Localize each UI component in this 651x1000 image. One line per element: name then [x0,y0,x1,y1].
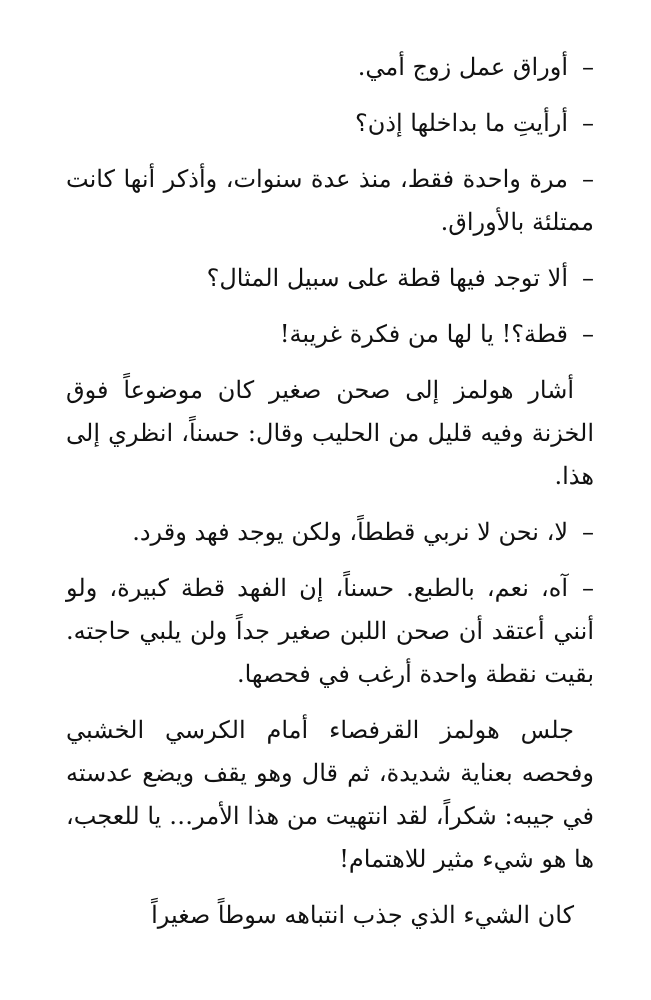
paragraph-text: كان الشيء الذي جذب انتباهه سوطاً صغيراً [151,901,574,929]
paragraph-text: أوراق عمل زوج أمي. [357,53,568,81]
paragraph-text: أشار هولمز إلى صحن صغير كان موضوعاً فوق الخزنة وفيه قليل من الحليب وقال: حسناً، انظري إلى هذا. [66,376,594,490]
paragraph-text: أرأيتِ ما بداخلها إذن؟ [354,109,568,137]
paragraph-text: جلس هولمز القرفصاء أمام الكرسي الخشبي وفحصه بعناية شديدة، ثم قال وهو يقف ويضع عدسته في جيبه: شكراً، لقد انتهيت من هذا الأمر… يا للعجب، ها هو شيء مثير للاهتمام! [66,716,594,873]
dialogue-paragraph [66,567,594,696]
dialogue-dash: – [582,320,594,348]
paragraph-text: قطة؟! يا لها من فكرة غريبة! [279,320,568,348]
narration-paragraph [66,894,594,937]
paragraph-text: لا، نحن لا نربي قططاً، ولكن يوجد فهد وقرد. [132,518,568,546]
dialogue-dash: – [582,518,594,546]
narration-paragraph [66,709,594,881]
dialogue-paragraph [66,46,594,89]
paragraph-text: ألا توجد فيها قطة على سبيل المثال؟ [206,264,568,292]
dialogue-dash: – [582,165,594,193]
paragraph-text: آه، نعم، بالطبع. حسناً، إن الفهد قطة كبيرة، ولو أنني أعتقد أن صحن اللبن صغير جداً ولن يلبي حاجته. بقيت نقطة واحدة أرغب في فحصها. [66,574,594,688]
narration-paragraph [66,369,594,498]
dialogue-dash: – [582,53,594,81]
dialogue-paragraph [66,102,594,145]
dialogue-paragraph [66,313,594,356]
paragraph-text: مرة واحدة فقط، منذ عدة سنوات، وأذكر أنها كانت ممتلئة بالأوراق. [66,165,594,236]
dialogue-dash: – [582,574,594,602]
dialogue-paragraph [66,511,594,554]
dialogue-paragraph [66,257,594,300]
dialogue-dash: – [582,264,594,292]
dialogue-paragraph [66,158,594,244]
dialogue-dash: – [582,109,594,137]
